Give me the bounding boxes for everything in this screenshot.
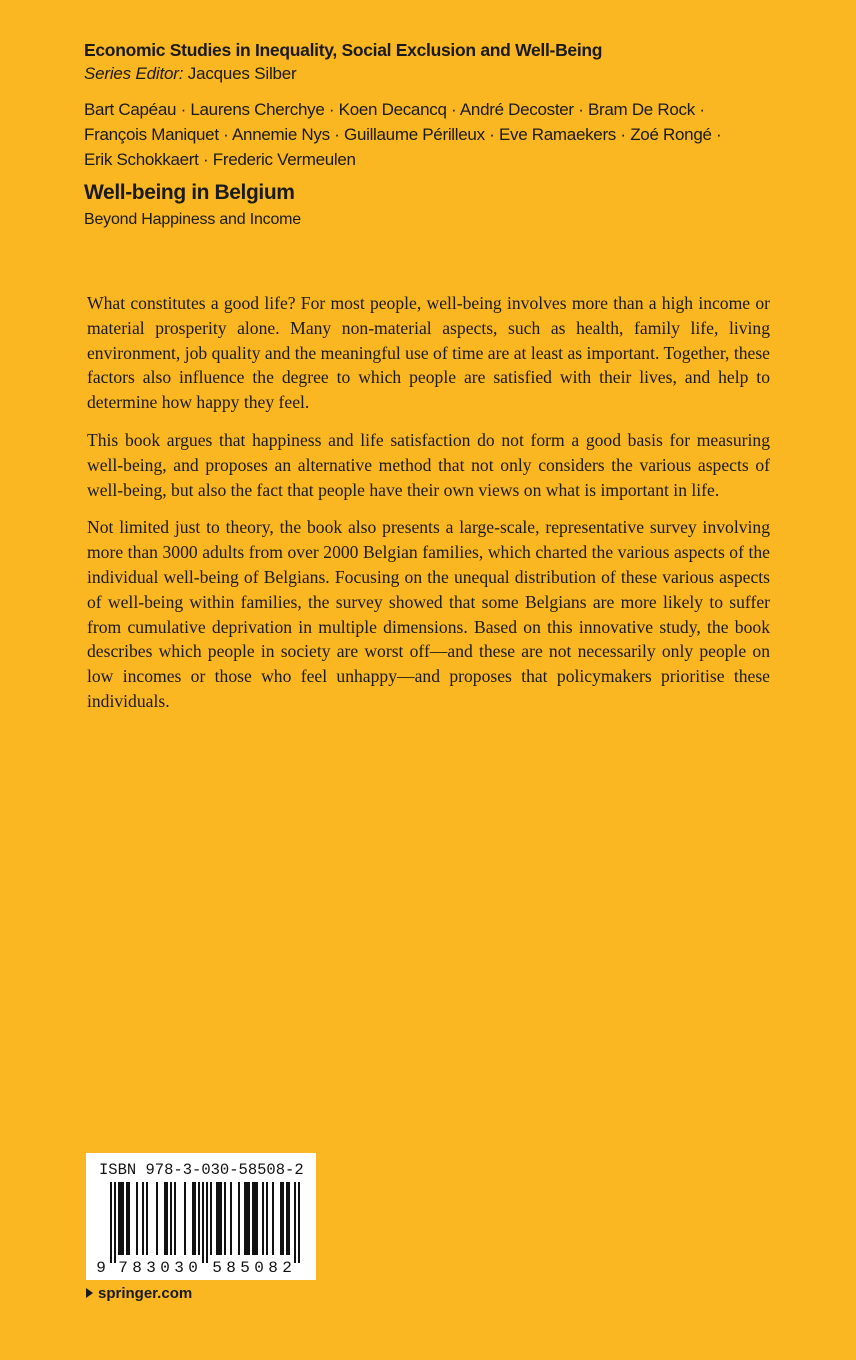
barcode-bar (252, 1182, 258, 1255)
barcode-digit: 5 (240, 1259, 250, 1277)
barcode-digit: 8 (132, 1259, 142, 1277)
series-title: Economic Studies in Inequality, Social Exclusion and Well-Being (84, 40, 603, 60)
barcode-bar (266, 1182, 268, 1255)
barcode-bar (262, 1182, 264, 1255)
barcode-digit: 5 (212, 1259, 222, 1277)
series-editor-name: Jacques Silber (187, 64, 297, 83)
barcode-guard-bar (298, 1182, 300, 1263)
barcode-guard-bar (206, 1182, 208, 1263)
barcode-bar (286, 1182, 290, 1255)
isbn-label: ISBN 978-3-030-58508-2 (99, 1161, 304, 1179)
author-line: Erik Schokkaert · Frederic Vermeulen (84, 150, 356, 169)
barcode-digit: 3 (146, 1259, 156, 1277)
barcode-guard-bar (294, 1182, 296, 1263)
barcode-digit: 7 (118, 1259, 128, 1277)
barcode-digits (96, 1259, 292, 1277)
barcode-guard-bar (110, 1182, 112, 1263)
blurb-paragraph: Not limited just to theory, the book also presents a large-scale, representative survey involving more than 3000 adults from over 2000 Belgian families, which charted the various aspects of the individual well-being of Belgians. Focusing on the unequal distribution of these various aspects of well-being within families, the survey showed that some Belgians are more likely to suffer from cumulative deprivation in multiple dimensions. Based on this innovative study, the book describes which people in society are worst off—and these are not necessarily only people on low incomes or those who feel unhappy—and proposes that policymakers prioritise these individuals. (87, 517, 770, 711)
barcode-bar (136, 1182, 138, 1255)
barcode-digit: 8 (268, 1259, 278, 1277)
barcode-bar (146, 1182, 148, 1255)
barcode-bar (210, 1182, 212, 1255)
blurb-text (87, 291, 770, 727)
blurb-paragraph: This book argues that happiness and life satisfaction do not form a good basis for measuring well-being, and proposes an alternative method that not only considers the various aspects of well-being, but also the fact that people have their own views on what is important in life. (87, 429, 770, 500)
barcode-digit: 0 (254, 1259, 264, 1277)
barcode-bar (216, 1182, 222, 1255)
barcode-digit: 0 (160, 1259, 170, 1277)
barcode-bar (198, 1182, 200, 1255)
barcode-digit: 0 (188, 1259, 198, 1277)
barcode-digit: 3 (174, 1259, 184, 1277)
barcode-digit: 8 (226, 1259, 236, 1277)
series-editor-label: Series Editor: (84, 64, 184, 83)
barcode-icon (86, 1153, 316, 1280)
barcode-bars (110, 1182, 300, 1263)
barcode-bar (126, 1182, 130, 1255)
springer-link[interactable] (86, 1284, 192, 1304)
triangle-right-icon (86, 1288, 93, 1298)
book-title: Well-being in Belgium (84, 181, 295, 204)
barcode-bar (192, 1182, 196, 1255)
barcode-bar (164, 1182, 168, 1255)
barcode-digit: 2 (282, 1259, 292, 1277)
barcode-bar (280, 1182, 284, 1255)
barcode-bar (184, 1182, 186, 1255)
barcode-bar (272, 1182, 274, 1255)
barcode-bar (118, 1182, 124, 1255)
barcode-guard-bar (202, 1182, 204, 1263)
barcode-bar (230, 1182, 232, 1255)
barcode-bar (174, 1182, 176, 1255)
barcode-guard-bar (114, 1182, 116, 1263)
series-editor (84, 62, 784, 86)
barcode-bar (244, 1182, 250, 1255)
barcode-bar (238, 1182, 240, 1255)
barcode-bar (142, 1182, 144, 1255)
springer-link-label: springer.com (98, 1285, 193, 1302)
author-line: François Maniquet · Annemie Nys · Guillaume Périlleux · Eve Ramaekers · Zoé Rongé · (84, 125, 722, 144)
blurb-paragraph: What constitutes a good life? For most people, well-being involves more than a high income or material prosperity alone. Many non-material aspects, such as health, family life, living environment, job quality and the meaningful use of time are at least as important. Together, these factors also influence the degree to which people are satisfied with their lives, and help to determine how happy they feel. (87, 293, 770, 413)
barcode-bar (224, 1182, 226, 1255)
barcode-bar (170, 1182, 172, 1255)
barcode-bar (156, 1182, 158, 1255)
isbn-barcode (86, 1153, 316, 1280)
barcode-digit: 9 (96, 1259, 106, 1277)
book-subtitle: Beyond Happiness and Income (84, 211, 301, 228)
cover-header (84, 38, 784, 232)
author-list (84, 97, 784, 172)
author-line: Bart Capéau · Laurens Cherchye · Koen Decancq · André Decoster · Bram De Rock · (84, 100, 705, 119)
